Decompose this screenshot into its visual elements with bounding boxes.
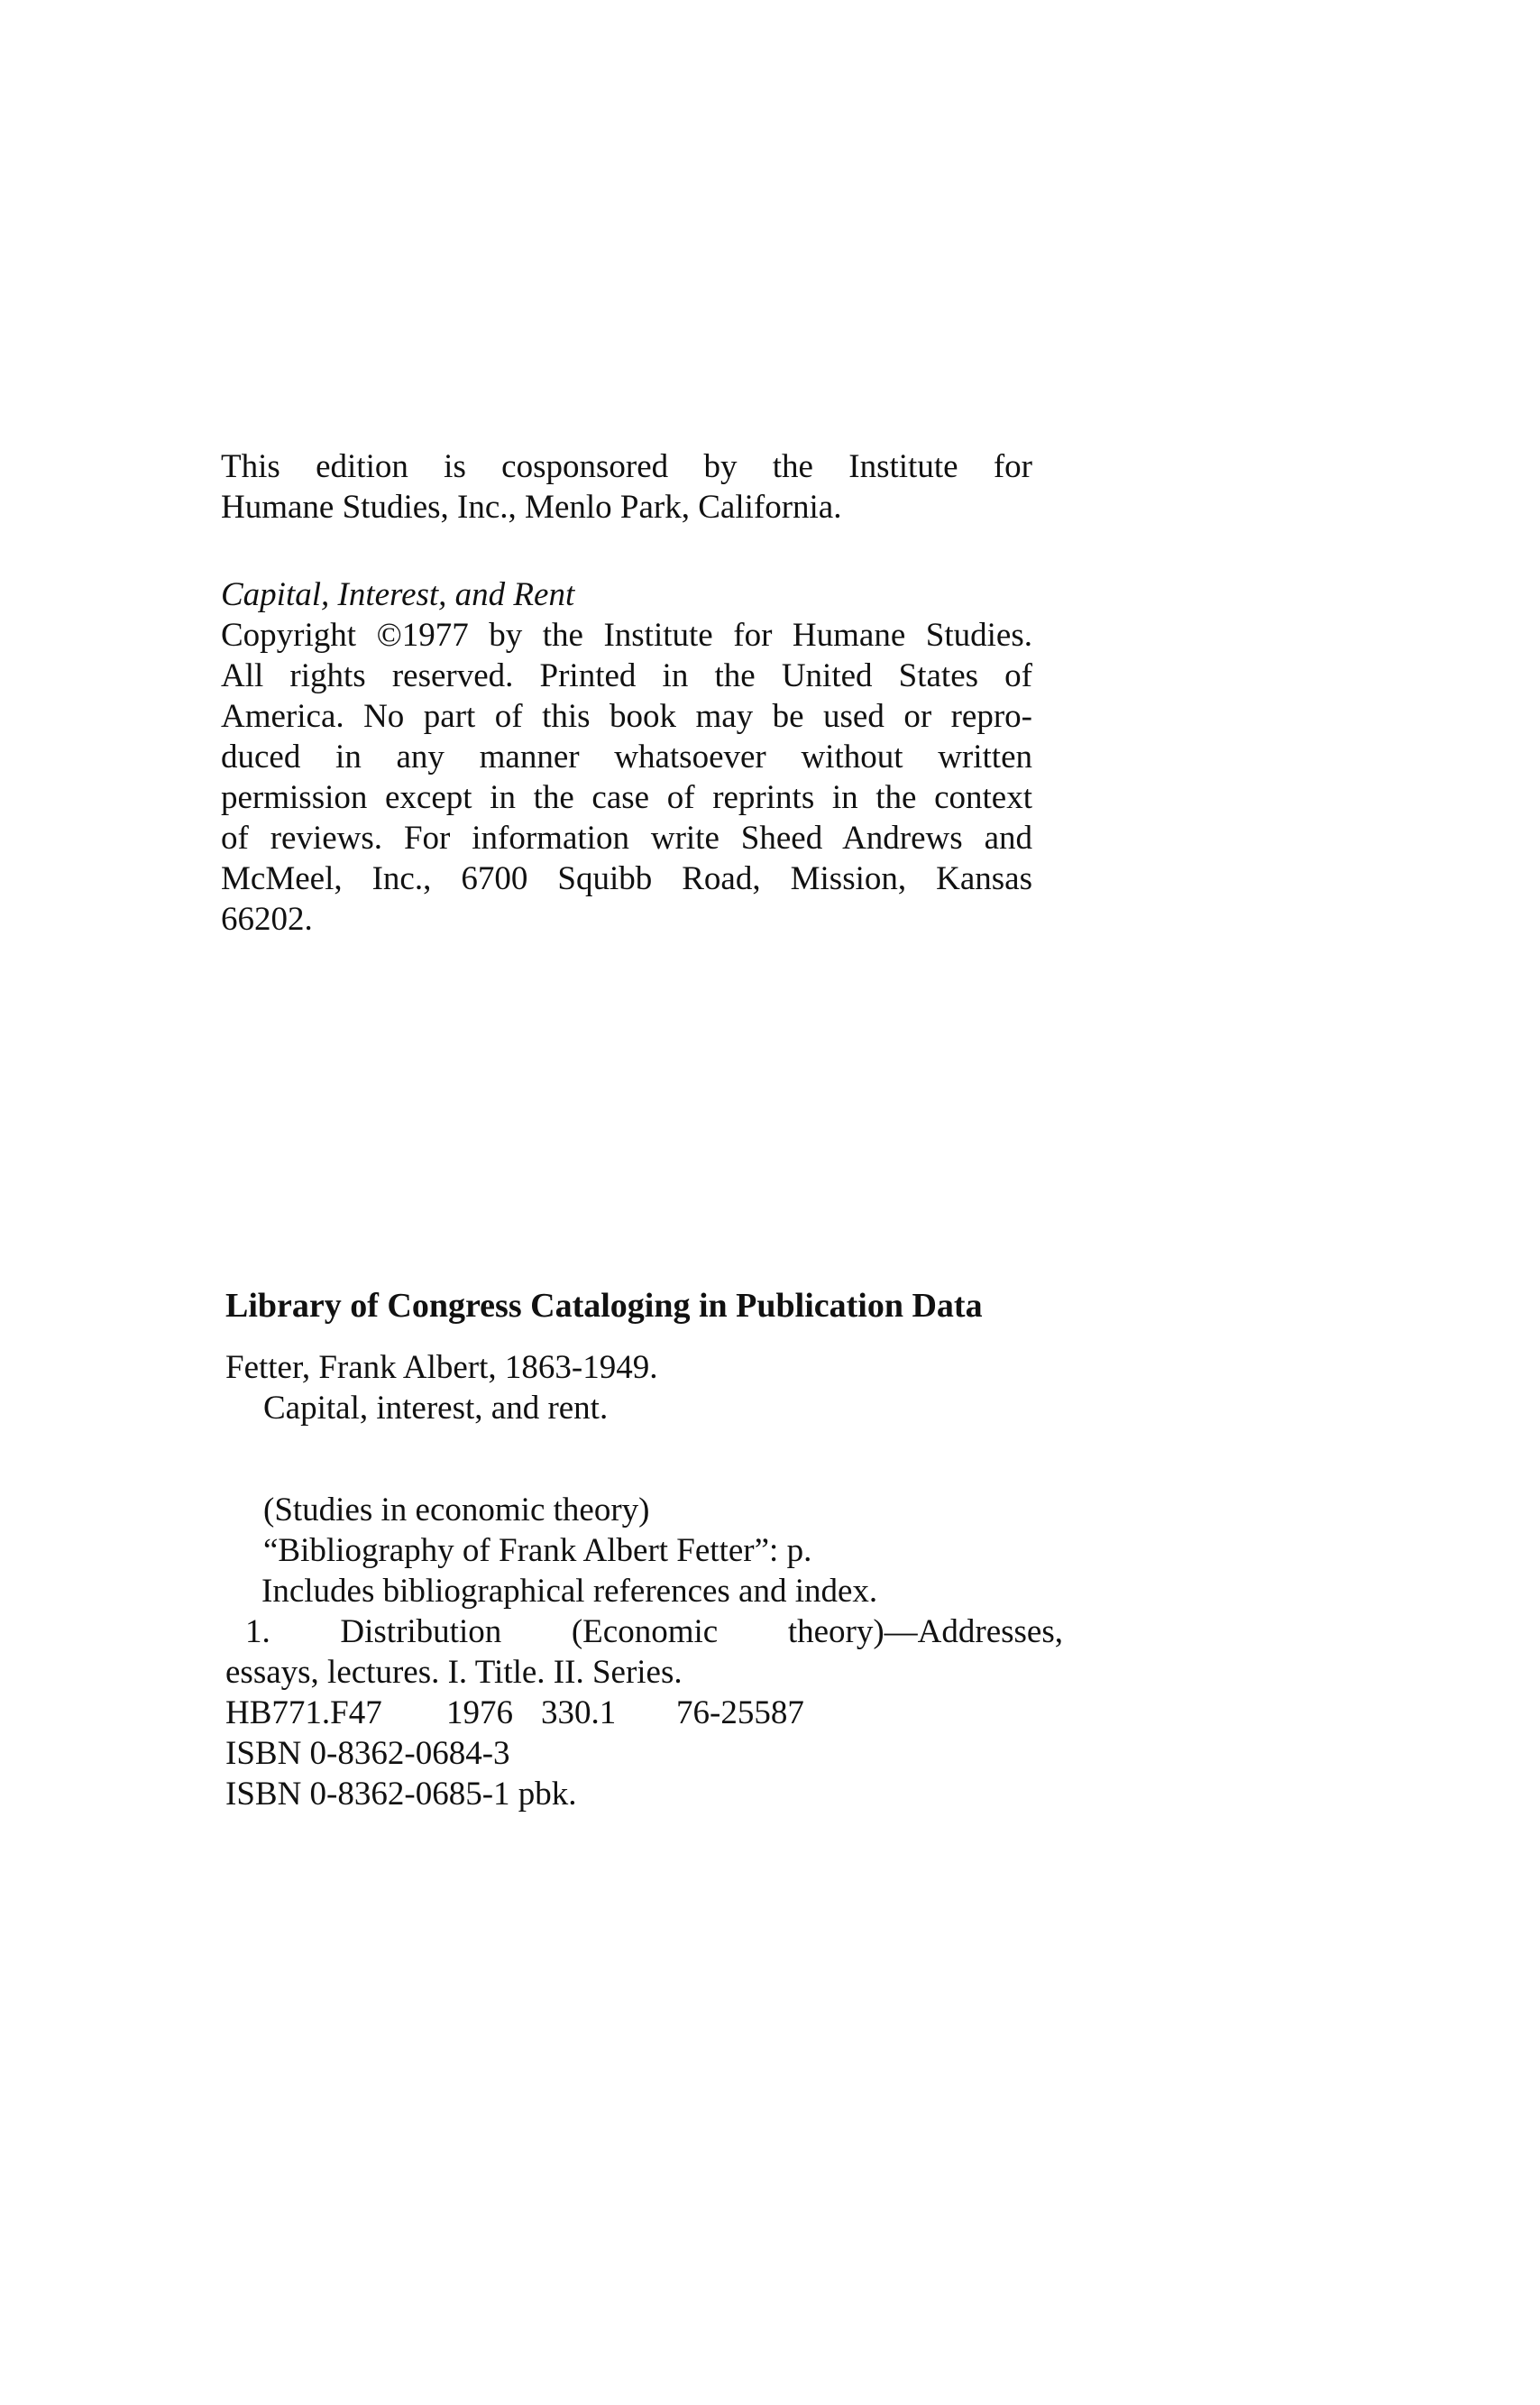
copyright-line-8: 66202. <box>221 901 313 938</box>
cip-subject-line-1 <box>225 1611 1064 1652</box>
cip-data <box>225 1347 1064 1814</box>
cip-title: Capital, interest, and rent. <box>263 1390 609 1427</box>
copyright-line-6: of reviews. For information write Sheed Andrews and <box>221 820 1032 857</box>
cosponsor-notice <box>221 446 1032 528</box>
cip-lc-number: HB771.F47 <box>225 1694 382 1731</box>
cip-isbn-1: ISBN 0-8362-0684-3 <box>225 1735 510 1772</box>
cip-year: 1976 <box>446 1694 513 1731</box>
copyright-line-5: permission except in the case of reprints in the context <box>221 779 1032 816</box>
copyright-notice <box>221 574 1032 940</box>
copyright-line-2: All rights reserved. Printed in the United States of <box>221 657 1032 694</box>
cosponsor-line-2: Humane Studies, Inc., Menlo Park, California. <box>221 489 842 526</box>
cip-author: Fetter, Frank Albert, 1863-1949. <box>225 1349 658 1386</box>
cip-spacer <box>225 1428 1064 1490</box>
cosponsor-line-1: This edition is cosponsored by the Institute for <box>221 448 1032 485</box>
cip-isbn-2: ISBN 0-8362-0685-1 pbk. <box>225 1776 577 1813</box>
copyright-line-7: McMeel, Inc., 6700 Squibb Road, Mission, Kansas <box>221 860 1032 897</box>
cip-subject-text-1: 1. Distribution (Economic theory)—Addresses, <box>245 1613 1063 1650</box>
cip-series: (Studies in economic theory) <box>263 1492 650 1528</box>
cip-bibliography: “Bibliography of Frank Albert Fetter”: p. <box>263 1532 812 1569</box>
book-title: Capital, Interest, and Rent <box>221 576 575 613</box>
copyright-line-3: America. No part of this book may be used or repro- <box>221 698 1032 735</box>
copyright-line-1: Copyright ©1977 by the Institute for Humane Studies. <box>221 617 1032 654</box>
cip-subject-line-2: essays, lectures. I. Title. II. Series. <box>225 1654 683 1691</box>
cip-heading: Library of Congress Cataloging in Publication Data <box>225 1287 983 1325</box>
cip-lccn: 76-25587 <box>676 1694 804 1731</box>
copyright-line-4: duced in any manner whatsoever without written <box>221 739 1032 776</box>
cip-classification <box>225 1693 1064 1733</box>
cip-dewey: 330.1 <box>541 1694 617 1731</box>
cip-includes: Includes bibliographical references and index. <box>261 1573 878 1610</box>
